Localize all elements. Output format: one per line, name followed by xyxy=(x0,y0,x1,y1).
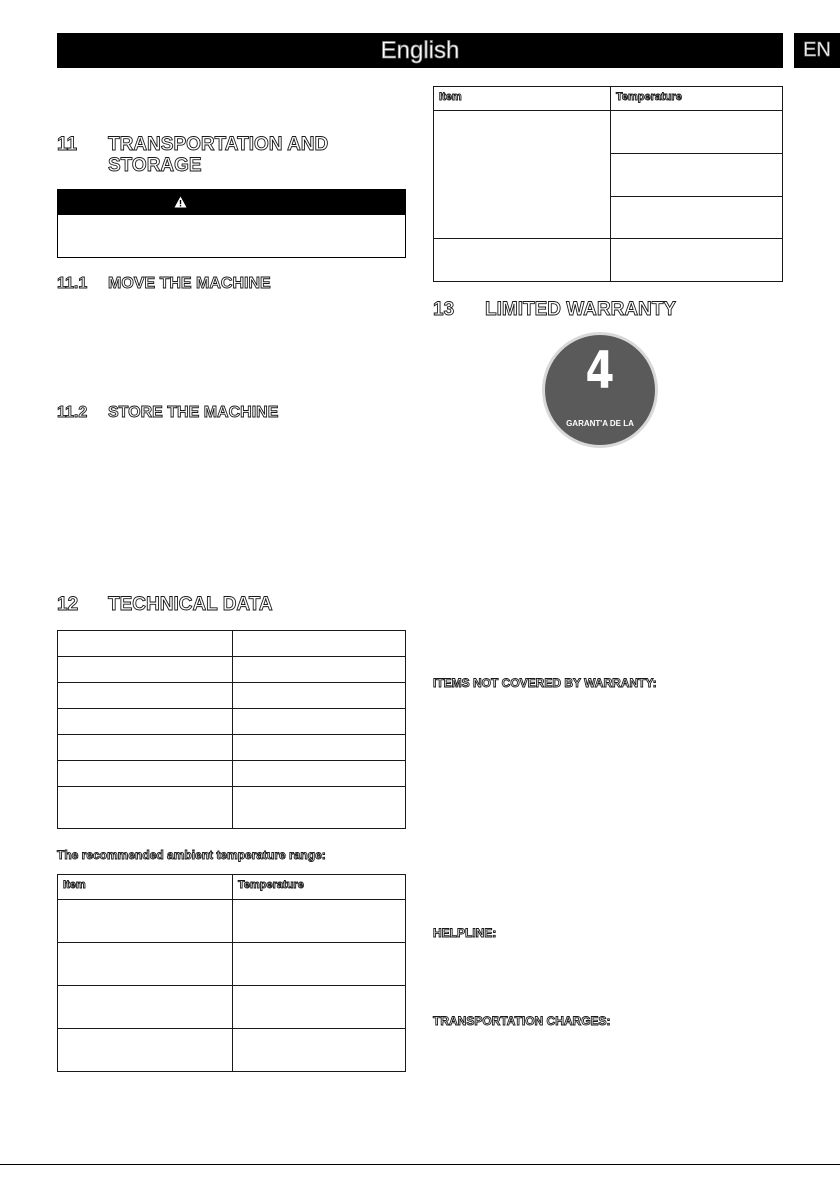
table-cell xyxy=(58,709,233,735)
table-row xyxy=(434,111,783,154)
table-row xyxy=(58,631,406,657)
section-title-line1: TRANSPORTATION AND xyxy=(108,134,329,155)
table-cell xyxy=(58,735,233,761)
table-cell xyxy=(611,154,783,197)
table-cell xyxy=(233,943,406,986)
table-row xyxy=(58,900,406,943)
column-header: Temperature xyxy=(611,87,783,111)
warranty-caption: GARANT'A DE LA xyxy=(566,419,634,428)
section-11-heading xyxy=(57,134,397,180)
table-row xyxy=(58,657,406,683)
table-cell xyxy=(233,683,406,709)
language-code-tab xyxy=(794,33,840,68)
helpline-label: HELPLINE: xyxy=(433,926,497,940)
table-row xyxy=(58,986,406,1029)
language-header-bar xyxy=(57,33,783,68)
table-cell xyxy=(233,657,406,683)
table-header-row xyxy=(434,87,783,111)
table-row xyxy=(58,683,406,709)
table-cell xyxy=(233,787,406,829)
table-cell xyxy=(58,657,233,683)
warning-triangle-icon xyxy=(174,196,187,208)
table-cell xyxy=(611,239,783,282)
column-header: Temperature xyxy=(233,875,406,900)
table-cell xyxy=(233,631,406,657)
temperature-intro: The recommended ambient temperature range: xyxy=(57,848,326,862)
table-cell xyxy=(58,900,233,943)
technical-data-table xyxy=(57,630,406,829)
temperature-table-right xyxy=(433,86,783,282)
table-cell xyxy=(58,761,233,787)
section-11-1-heading xyxy=(57,274,397,296)
table-cell xyxy=(233,900,406,943)
table-row xyxy=(58,709,406,735)
section-number: 13 xyxy=(433,299,455,320)
section-11-2-heading xyxy=(57,403,397,425)
warranty-badge xyxy=(542,332,658,448)
table-cell xyxy=(233,986,406,1029)
table-header-row xyxy=(58,875,406,900)
section-13-heading xyxy=(433,299,783,323)
table-row xyxy=(58,735,406,761)
table-cell xyxy=(233,735,406,761)
items-not-covered-label: ITEMS NOT COVERED BY WARRANTY: xyxy=(433,676,657,690)
language-code: EN xyxy=(803,39,831,61)
table-cell xyxy=(58,1029,233,1072)
table-cell xyxy=(233,1029,406,1072)
column-header: Item xyxy=(58,875,233,900)
warning-header xyxy=(58,190,405,215)
column-header: Item xyxy=(434,87,611,111)
table-row xyxy=(58,943,406,986)
table-cell xyxy=(58,683,233,709)
section-number: 11.1 xyxy=(57,275,88,292)
bottom-rule xyxy=(0,1164,840,1165)
language-title: English xyxy=(380,37,460,64)
table-cell xyxy=(434,239,611,282)
warranty-years: 4 xyxy=(585,341,615,401)
table-cell xyxy=(611,197,783,239)
section-number: 12 xyxy=(57,594,79,615)
table-cell xyxy=(58,631,233,657)
table-cell xyxy=(233,761,406,787)
section-title: MOVE THE MACHINE xyxy=(108,275,271,292)
section-title: TECHNICAL DATA xyxy=(108,594,273,615)
temperature-table-left xyxy=(57,874,406,1072)
table-row xyxy=(434,239,783,282)
section-title: STORE THE MACHINE xyxy=(108,404,279,421)
warning-box xyxy=(57,189,406,258)
table-cell xyxy=(58,986,233,1029)
table-row xyxy=(58,761,406,787)
table-cell xyxy=(58,943,233,986)
table-row xyxy=(58,1029,406,1072)
table-cell xyxy=(233,709,406,735)
table-row xyxy=(58,787,406,829)
table-cell xyxy=(611,111,783,154)
section-12-heading xyxy=(57,594,397,618)
section-number: 11.2 xyxy=(57,404,88,421)
transportation-charges-label: TRANSPORTATION CHARGES: xyxy=(433,1014,611,1028)
table-cell xyxy=(58,787,233,829)
section-number: 11 xyxy=(57,134,78,155)
section-title-line2: STORAGE xyxy=(108,155,202,176)
section-title: LIMITED WARRANTY xyxy=(485,299,677,320)
table-cell xyxy=(434,111,611,239)
